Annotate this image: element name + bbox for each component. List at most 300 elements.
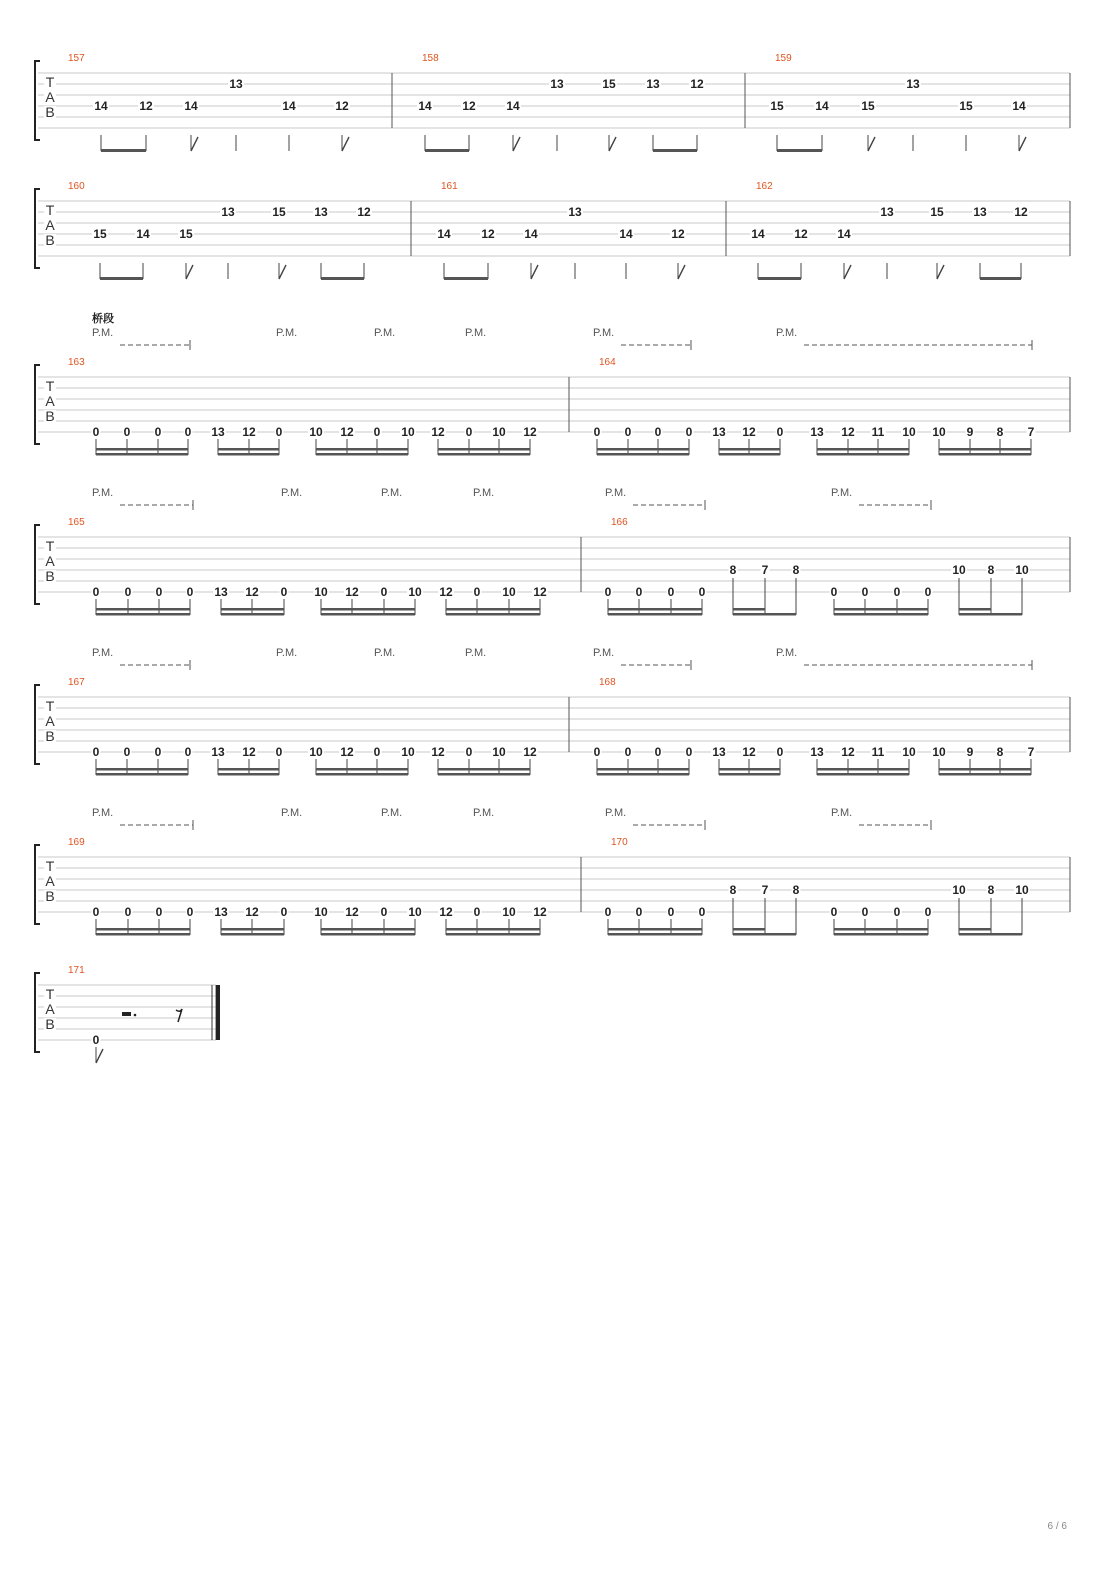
fret-number: 13 — [973, 205, 987, 219]
fret-number: 0 — [604, 905, 612, 919]
palm-mute-label: P.M. — [593, 647, 615, 659]
fret-number: 0 — [924, 585, 932, 599]
palm-mute-label: P.M. — [381, 807, 403, 819]
fret-number: 12 — [242, 745, 256, 759]
fret-number: 0 — [893, 585, 901, 599]
staff-system — [35, 311, 1070, 456]
palm-mute-label: P.M. — [605, 487, 627, 499]
fret-number: 14 — [619, 227, 633, 241]
fret-number: 12 — [742, 745, 756, 759]
beam — [221, 613, 284, 616]
fret-number: 12 — [439, 585, 453, 599]
fret-number: 0 — [635, 905, 643, 919]
palm-mute-label: P.M. — [92, 647, 114, 659]
beam-secondary — [939, 448, 1031, 451]
fret-number: 14 — [184, 99, 198, 113]
fret-number: 0 — [698, 585, 706, 599]
final-barline-thick — [216, 985, 220, 1040]
beam-secondary — [221, 928, 284, 931]
beam-secondary — [316, 768, 408, 771]
palm-mute-label: P.M. — [381, 487, 403, 499]
tab-clef-letter: A — [45, 1001, 55, 1017]
fret-number: 9 — [966, 425, 974, 439]
fret-number: 7 — [1027, 745, 1035, 759]
fret-number: 10 — [932, 745, 946, 759]
page-number: 6 / 6 — [1047, 1521, 1067, 1532]
fret-number: 13 — [568, 205, 582, 219]
eighth-flag — [279, 265, 286, 279]
beam-secondary — [817, 768, 909, 771]
bar-number: 165 — [68, 517, 85, 528]
fret-number: 15 — [272, 205, 286, 219]
tab-clef-letter: A — [45, 713, 55, 729]
fret-number: 10 — [1015, 563, 1029, 577]
tab-clef-letter: A — [45, 553, 55, 569]
fret-number: 8 — [792, 563, 800, 577]
fret-number: 12 — [690, 77, 704, 91]
bar-number: 168 — [599, 677, 616, 688]
fret-number: 14 — [837, 227, 851, 241]
fret-number: 12 — [533, 585, 547, 599]
fret-number: 12 — [345, 905, 359, 919]
beam — [101, 149, 146, 152]
fret-number: 10 — [1015, 883, 1029, 897]
fret-number: 12 — [431, 425, 445, 439]
fret-number: 15 — [930, 205, 944, 219]
beam — [218, 773, 279, 776]
fret-number: 0 — [154, 425, 162, 439]
fret-number: 13 — [214, 905, 228, 919]
beam — [316, 453, 408, 456]
beam — [719, 453, 780, 456]
fret-number: 0 — [698, 905, 706, 919]
fret-number: 0 — [635, 585, 643, 599]
fret-number: 13 — [214, 585, 228, 599]
tab-clef-letter: T — [45, 74, 55, 90]
fret-number: 13 — [221, 205, 235, 219]
beam — [597, 453, 689, 456]
tab-clef-letter: B — [45, 1016, 55, 1032]
bar-number: 164 — [599, 357, 616, 368]
fret-number: 0 — [184, 745, 192, 759]
fret-number: 12 — [245, 585, 259, 599]
tab-clef-letter: T — [45, 986, 55, 1002]
bar-number: 166 — [611, 517, 628, 528]
fret-number: 14 — [136, 227, 150, 241]
tab-clef-letter: B — [45, 568, 55, 584]
palm-mute-label: P.M. — [473, 487, 495, 499]
beam — [96, 933, 190, 936]
fret-number: 0 — [593, 425, 601, 439]
bar-number: 170 — [611, 837, 628, 848]
tab-clef-letter: B — [45, 104, 55, 120]
fret-number: 13 — [211, 745, 225, 759]
beam-secondary — [959, 928, 991, 931]
beam-secondary — [834, 928, 928, 931]
fret-number: 0 — [654, 425, 662, 439]
eighth-flag — [96, 1049, 103, 1063]
fret-number: 12 — [431, 745, 445, 759]
fret-number: 0 — [92, 1033, 100, 1047]
fret-number: 11 — [871, 745, 885, 759]
fret-number: 0 — [92, 905, 100, 919]
tab-clef-letter: T — [45, 378, 55, 394]
fret-number: 12 — [1014, 205, 1028, 219]
beam-secondary — [959, 608, 991, 611]
beam — [834, 613, 928, 616]
tab-clef-letter: B — [45, 728, 55, 744]
beam-secondary — [733, 608, 765, 611]
fret-number: 12 — [671, 227, 685, 241]
beam-secondary — [597, 448, 689, 451]
tab-clef-letter: T — [45, 698, 55, 714]
fret-number: 11 — [871, 425, 885, 439]
palm-mute-label: P.M. — [831, 807, 853, 819]
beam-secondary — [446, 928, 540, 931]
fret-number: 13 — [229, 77, 243, 91]
fret-number: 12 — [462, 99, 476, 113]
fret-number: 0 — [465, 425, 473, 439]
beam — [446, 933, 540, 936]
fret-number: 13 — [550, 77, 564, 91]
beam-secondary — [438, 448, 530, 451]
fret-number: 0 — [473, 905, 481, 919]
fret-number: 12 — [794, 227, 808, 241]
beam — [733, 613, 796, 616]
fret-number: 8 — [987, 563, 995, 577]
beam — [96, 613, 190, 616]
beam — [446, 613, 540, 616]
fret-number: 14 — [751, 227, 765, 241]
palm-mute-label: P.M. — [92, 807, 114, 819]
beam-secondary — [218, 768, 279, 771]
palm-mute-label: P.M. — [465, 327, 487, 339]
beam-secondary — [221, 608, 284, 611]
staff-system — [35, 807, 1070, 936]
palm-mute-label: P.M. — [605, 807, 627, 819]
eighth-flag — [342, 137, 349, 151]
fret-number: 0 — [861, 905, 869, 919]
fret-number: 0 — [830, 905, 838, 919]
fret-number: 10 — [952, 883, 966, 897]
fret-number: 10 — [932, 425, 946, 439]
beam — [425, 149, 469, 152]
fret-number: 0 — [155, 585, 163, 599]
beam-secondary — [218, 448, 279, 451]
staff-system — [35, 965, 220, 1063]
fret-number: 14 — [282, 99, 296, 113]
fret-number: 15 — [179, 227, 193, 241]
rest-dot — [134, 1014, 137, 1017]
fret-number: 12 — [533, 905, 547, 919]
beam — [834, 933, 928, 936]
tab-clef-letter: B — [45, 408, 55, 424]
fret-number: 8 — [729, 563, 737, 577]
fret-number: 0 — [380, 585, 388, 599]
beam — [221, 933, 284, 936]
beam — [96, 453, 188, 456]
beam-secondary — [608, 608, 702, 611]
fret-number: 0 — [776, 425, 784, 439]
beam — [438, 773, 530, 776]
palm-mute-label: P.M. — [281, 807, 303, 819]
fret-number: 8 — [792, 883, 800, 897]
fret-number: 0 — [155, 905, 163, 919]
fret-number: 10 — [952, 563, 966, 577]
bar-number: 167 — [68, 677, 85, 688]
staff-system — [35, 487, 1070, 616]
fret-number: 0 — [92, 425, 100, 439]
beam — [321, 277, 364, 280]
eighth-flag — [868, 137, 875, 151]
fret-number: 12 — [139, 99, 153, 113]
beam — [758, 277, 801, 280]
beam — [959, 933, 1022, 936]
fret-number: 0 — [123, 425, 131, 439]
fret-number: 10 — [492, 425, 506, 439]
fret-number: 13 — [314, 205, 328, 219]
eighth-flag — [1019, 137, 1026, 151]
fret-number: 9 — [966, 745, 974, 759]
fret-number: 0 — [593, 745, 601, 759]
palm-mute-label: P.M. — [465, 647, 487, 659]
fret-number: 0 — [830, 585, 838, 599]
beam-secondary — [597, 768, 689, 771]
fret-number: 0 — [124, 585, 132, 599]
beam — [719, 773, 780, 776]
fret-number: 0 — [924, 905, 932, 919]
fret-number: 12 — [335, 99, 349, 113]
fret-number: 10 — [502, 585, 516, 599]
eighth-flag — [678, 265, 685, 279]
beam-secondary — [438, 768, 530, 771]
fret-number: 0 — [92, 585, 100, 599]
bar-number: 169 — [68, 837, 85, 848]
bar-number: 157 — [68, 53, 85, 64]
beam-secondary — [96, 768, 188, 771]
fret-number: 8 — [996, 425, 1004, 439]
beam — [316, 773, 408, 776]
fret-number: 0 — [280, 905, 288, 919]
beam — [777, 149, 822, 152]
fret-number: 15 — [959, 99, 973, 113]
fret-number: 14 — [1012, 99, 1026, 113]
fret-number: 0 — [667, 585, 675, 599]
fret-number: 12 — [340, 745, 354, 759]
tab-clef-letter: A — [45, 217, 55, 233]
fret-number: 0 — [861, 585, 869, 599]
fret-number: 0 — [685, 745, 693, 759]
fret-number: 8 — [987, 883, 995, 897]
beam-secondary — [96, 608, 190, 611]
beam — [959, 613, 1022, 616]
fret-number: 8 — [729, 883, 737, 897]
bar-number: 161 — [441, 181, 458, 192]
fret-number: 12 — [245, 905, 259, 919]
tab-clef-letter: A — [45, 873, 55, 889]
tab-clef-letter: A — [45, 393, 55, 409]
fret-number: 0 — [373, 425, 381, 439]
fret-number: 0 — [473, 585, 481, 599]
beam-secondary — [719, 448, 780, 451]
tab-clef-letter: T — [45, 538, 55, 554]
fret-number: 0 — [124, 905, 132, 919]
fret-number: 14 — [524, 227, 538, 241]
palm-mute-label: P.M. — [276, 327, 298, 339]
fret-number: 15 — [861, 99, 875, 113]
beam — [939, 453, 1031, 456]
beam — [100, 277, 143, 280]
fret-number: 12 — [357, 205, 371, 219]
fret-number: 12 — [242, 425, 256, 439]
fret-number: 10 — [401, 745, 415, 759]
fret-number: 7 — [761, 883, 769, 897]
eighth-rest — [176, 1009, 182, 1022]
fret-number: 14 — [418, 99, 432, 113]
fret-number: 10 — [309, 745, 323, 759]
eighth-flag — [513, 137, 520, 151]
beam — [321, 933, 415, 936]
beam-secondary — [834, 608, 928, 611]
beam — [608, 613, 702, 616]
palm-mute-label: P.M. — [276, 647, 298, 659]
bar-number: 160 — [68, 181, 85, 192]
fret-number: 12 — [742, 425, 756, 439]
beam — [218, 453, 279, 456]
beam-secondary — [96, 928, 190, 931]
palm-mute-label: P.M. — [92, 327, 114, 339]
fret-number: 0 — [186, 905, 194, 919]
eighth-flag — [186, 265, 193, 279]
beam-secondary — [96, 448, 188, 451]
bar-number: 158 — [422, 53, 439, 64]
fret-number: 0 — [154, 745, 162, 759]
beam — [438, 453, 530, 456]
fret-number: 14 — [94, 99, 108, 113]
fret-number: 10 — [314, 585, 328, 599]
fret-number: 14 — [437, 227, 451, 241]
tab-clef-letter: B — [45, 888, 55, 904]
palm-mute-label: P.M. — [593, 327, 615, 339]
palm-mute-label: P.M. — [776, 327, 798, 339]
fret-number: 10 — [401, 425, 415, 439]
beam-secondary — [316, 448, 408, 451]
fret-number: 0 — [667, 905, 675, 919]
fret-number: 0 — [275, 425, 283, 439]
tab-clef-letter: T — [45, 858, 55, 874]
fret-number: 8 — [996, 745, 1004, 759]
fret-number: 14 — [815, 99, 829, 113]
fret-number: 13 — [906, 77, 920, 91]
fret-number: 7 — [1027, 425, 1035, 439]
fret-number: 0 — [275, 745, 283, 759]
fret-number: 12 — [841, 425, 855, 439]
eighth-flag — [531, 265, 538, 279]
section-label: 桥段 — [92, 313, 114, 325]
beam — [653, 149, 697, 152]
tab-clef-letter: A — [45, 89, 55, 105]
bar-number: 162 — [756, 181, 773, 192]
staff-system — [35, 181, 1070, 280]
palm-mute-label: P.M. — [776, 647, 798, 659]
fret-number: 0 — [654, 745, 662, 759]
palm-mute-label: P.M. — [473, 807, 495, 819]
beam — [608, 933, 702, 936]
eighth-flag — [191, 137, 198, 151]
beam — [733, 933, 796, 936]
fret-number: 0 — [92, 745, 100, 759]
beam — [817, 773, 909, 776]
fret-number: 12 — [345, 585, 359, 599]
fret-number: 0 — [624, 425, 632, 439]
fret-number: 0 — [280, 585, 288, 599]
tab-clef-letter: B — [45, 232, 55, 248]
fret-number: 0 — [373, 745, 381, 759]
fret-number: 15 — [770, 99, 784, 113]
palm-mute-label: P.M. — [831, 487, 853, 499]
fret-number: 10 — [492, 745, 506, 759]
fret-number: 10 — [902, 745, 916, 759]
half-rest — [122, 1012, 131, 1016]
fret-number: 13 — [712, 745, 726, 759]
fret-number: 0 — [624, 745, 632, 759]
fret-number: 13 — [810, 745, 824, 759]
beam-secondary — [733, 928, 765, 931]
fret-number: 0 — [380, 905, 388, 919]
fret-number: 12 — [481, 227, 495, 241]
fret-number: 0 — [465, 745, 473, 759]
fret-number: 13 — [810, 425, 824, 439]
palm-mute-label: P.M. — [281, 487, 303, 499]
eighth-flag — [937, 265, 944, 279]
fret-number: 13 — [211, 425, 225, 439]
fret-number: 10 — [408, 905, 422, 919]
fret-number: 12 — [523, 745, 537, 759]
fret-number: 0 — [186, 585, 194, 599]
beam-secondary — [321, 928, 415, 931]
fret-number: 12 — [439, 905, 453, 919]
fret-number: 0 — [776, 745, 784, 759]
fret-number: 13 — [712, 425, 726, 439]
fret-number: 13 — [646, 77, 660, 91]
fret-number: 12 — [523, 425, 537, 439]
beam-secondary — [321, 608, 415, 611]
eighth-flag — [609, 137, 616, 151]
staff-system — [35, 53, 1070, 152]
beam — [980, 277, 1021, 280]
fret-number: 10 — [314, 905, 328, 919]
beam — [321, 613, 415, 616]
staff-system — [35, 647, 1070, 776]
palm-mute-label: P.M. — [374, 327, 396, 339]
fret-number: 0 — [123, 745, 131, 759]
beam — [96, 773, 188, 776]
fret-number: 13 — [880, 205, 894, 219]
beam-secondary — [608, 928, 702, 931]
fret-number: 10 — [309, 425, 323, 439]
fret-number: 14 — [506, 99, 520, 113]
fret-number: 12 — [340, 425, 354, 439]
fret-number: 10 — [902, 425, 916, 439]
palm-mute-label: P.M. — [92, 487, 114, 499]
tab-clef-letter: T — [45, 202, 55, 218]
bar-number: 163 — [68, 357, 85, 368]
fret-number: 15 — [602, 77, 616, 91]
beam — [939, 773, 1031, 776]
beam — [597, 773, 689, 776]
fret-number: 0 — [893, 905, 901, 919]
beam-secondary — [446, 608, 540, 611]
